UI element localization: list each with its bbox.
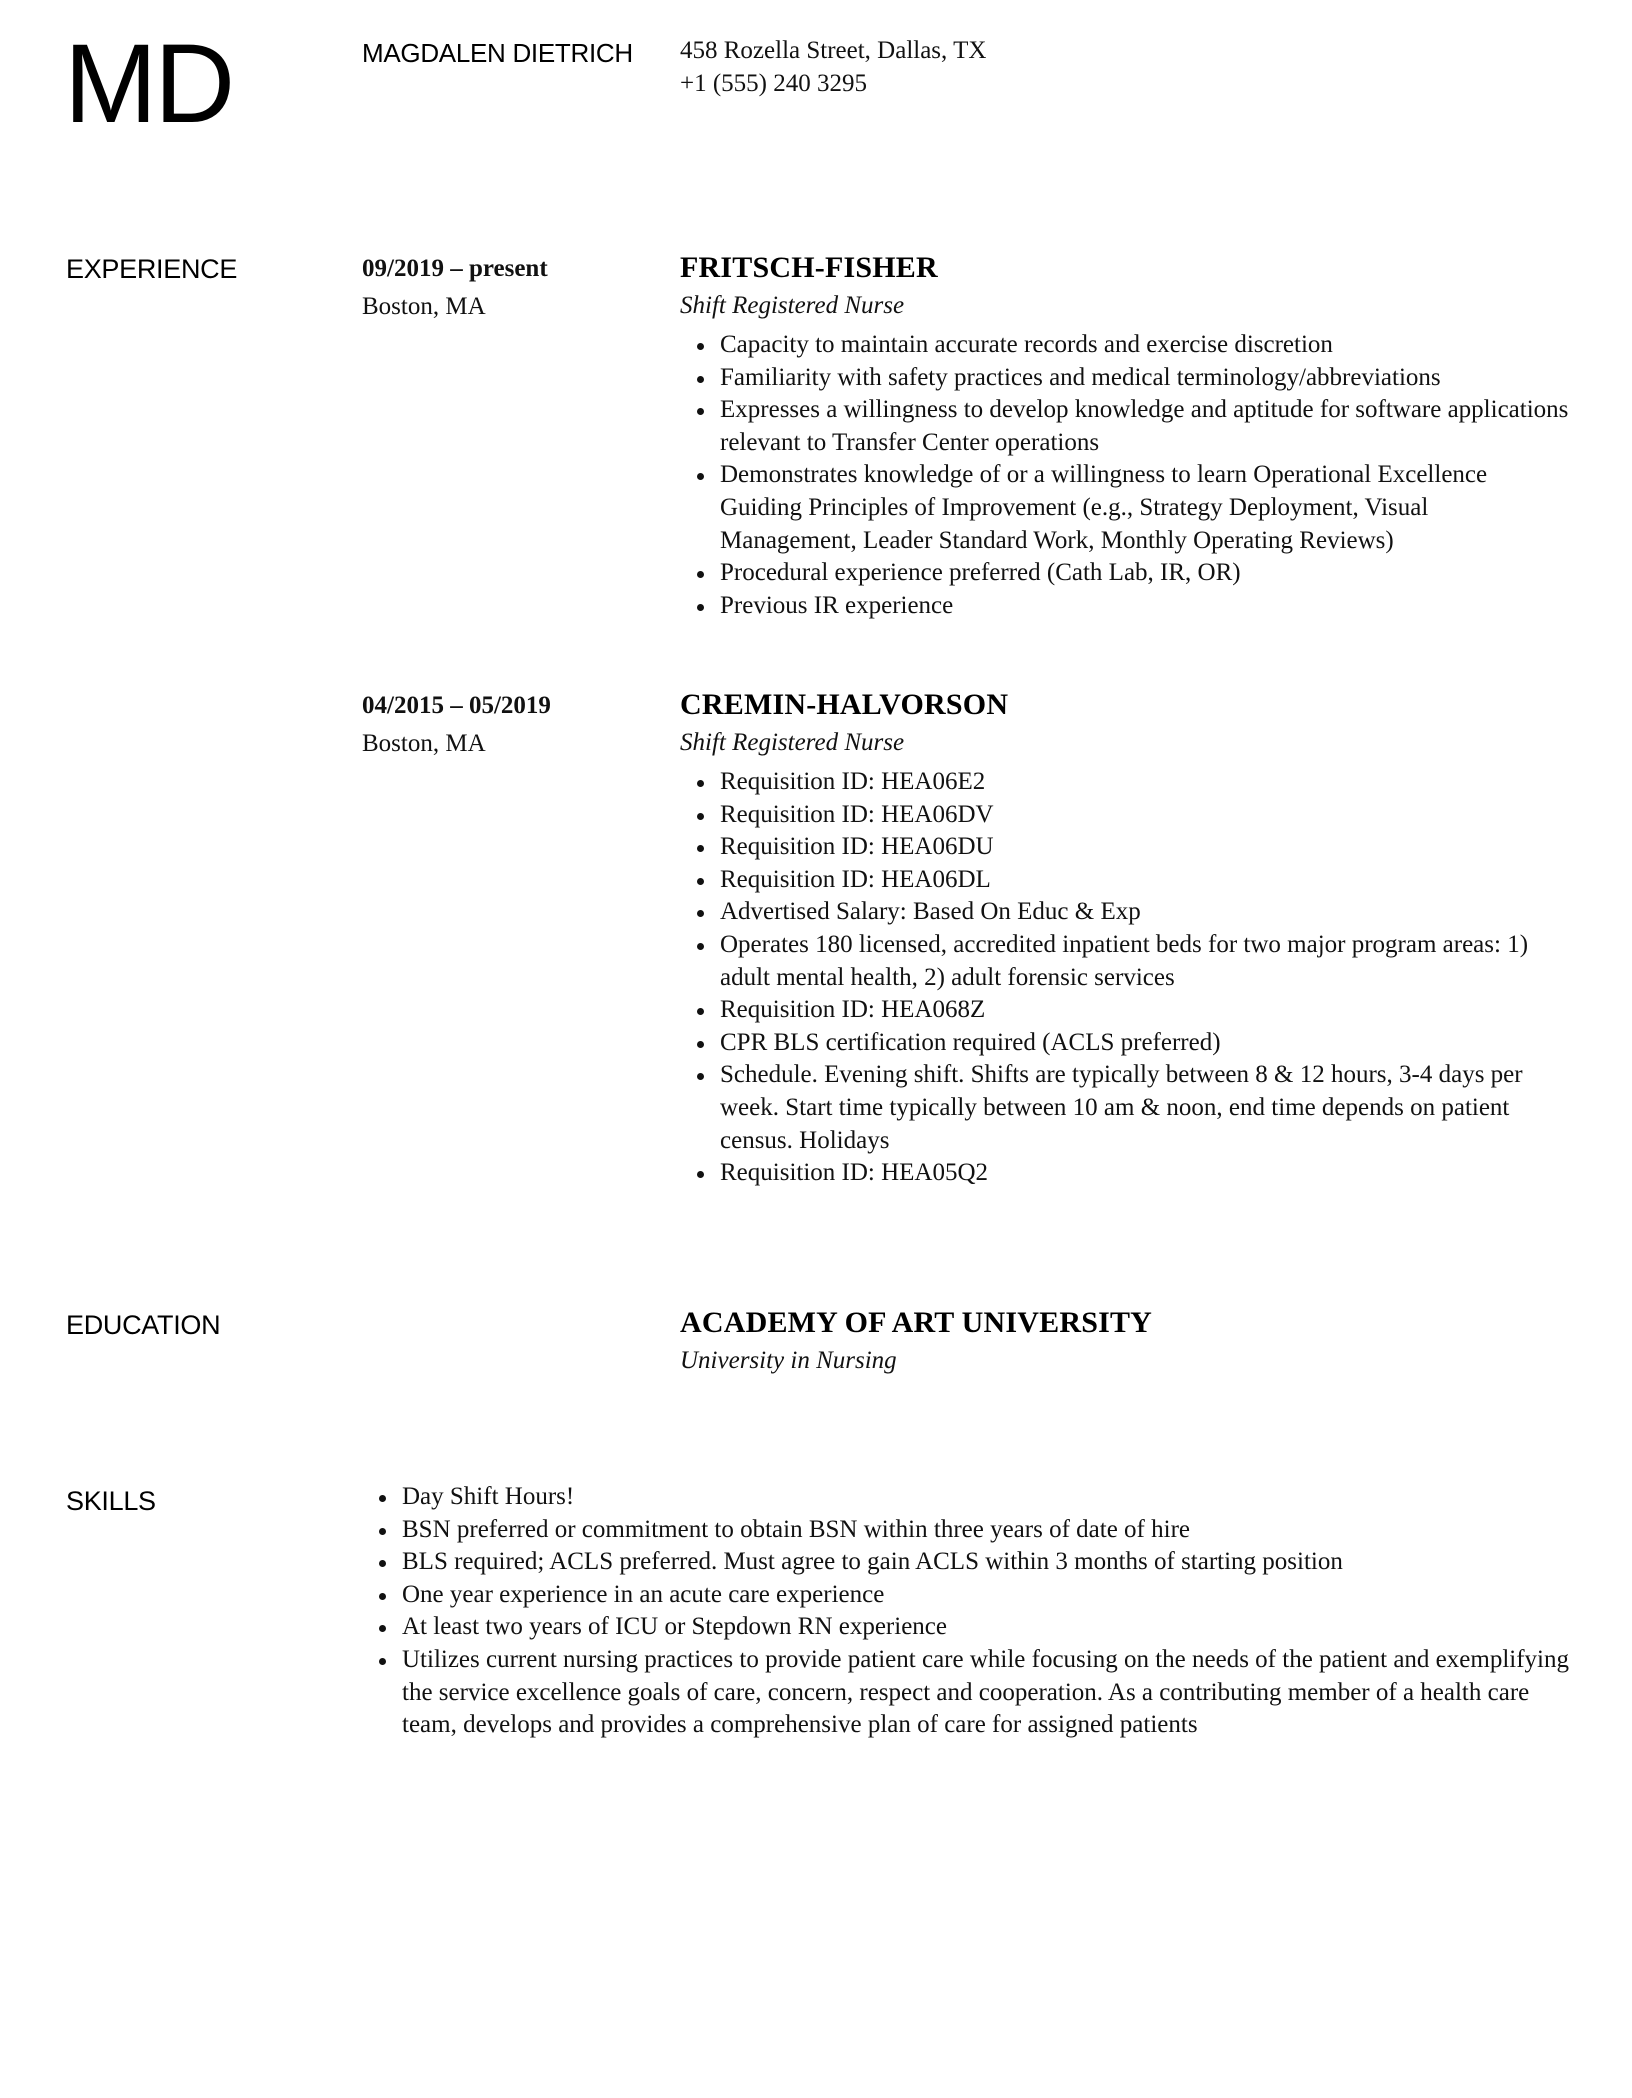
job-bullets (680, 329, 1570, 622)
candidate-name: MAGDALEN DIETRICH (362, 38, 633, 68)
company-name: FRITSCH-FISHER (680, 251, 938, 284)
job-dates: 09/2019 – present (362, 255, 548, 282)
job-meta (362, 687, 662, 763)
list-item: Expresses a willingness to develop knowledge and aptitude for software applications relevant to Transfer Center operations (720, 394, 1570, 459)
education-entry (680, 1304, 1570, 1380)
list-item: Requisition ID: HEA05Q2 (720, 1157, 1570, 1190)
job-meta (362, 250, 662, 326)
job-location: Boston, MA (362, 730, 486, 757)
list-item: Day Shift Hours! (402, 1481, 1577, 1514)
list-item: Procedural experience preferred (Cath Lab, IR, OR) (720, 557, 1570, 590)
contact-info (680, 34, 986, 100)
school-name: ACADEMY OF ART UNIVERSITY (680, 1306, 1153, 1339)
skills-list (362, 1481, 1577, 1742)
list-item: Capacity to maintain accurate records and exercise discretion (720, 329, 1570, 362)
list-item: At least two years of ICU or Stepdown RN experience (402, 1611, 1577, 1644)
job-location: Boston, MA (362, 293, 486, 320)
job-entry (680, 249, 1570, 622)
phone: +1 (555) 240 3295 (680, 70, 867, 97)
list-item: Requisition ID: HEA068Z (720, 994, 1570, 1027)
section-label-skills: SKILLS (66, 1486, 156, 1516)
list-item: Schedule. Evening shift. Shifts are typically between 8 & 12 hours, 3-4 days per week. Start time typically between 10 am & noon, end time depends on patient census. Holidays (720, 1059, 1570, 1157)
address: 458 Rozella Street, Dallas, TX (680, 37, 987, 64)
job-dates: 04/2015 – 05/2019 (362, 692, 551, 719)
list-item: Utilizes current nursing practices to provide patient care while focusing on the needs of the patient and exemplifying the service excellence goals of care, concern, respect and cooperation. As a contributing member of a health care team, develops and provides a comprehensive plan of care for assigned patients (402, 1644, 1577, 1742)
list-item: Requisition ID: HEA06DU (720, 831, 1570, 864)
list-item: One year experience in an acute care experience (402, 1579, 1577, 1612)
list-item: BLS required; ACLS preferred. Must agree to gain ACLS within 3 months of starting position (402, 1546, 1577, 1579)
section-label-experience: EXPERIENCE (66, 254, 238, 284)
section-label-education: EDUCATION (66, 1310, 221, 1340)
job-title: Shift Registered Nurse (680, 729, 905, 756)
list-item: Familiarity with safety practices and medical terminology/abbreviations (720, 362, 1570, 395)
list-item: Requisition ID: HEA06DL (720, 864, 1570, 897)
job-title: Shift Registered Nurse (680, 292, 905, 319)
list-item: Requisition ID: HEA06E2 (720, 766, 1570, 799)
monogram: MD (64, 21, 233, 146)
list-item: Operates 180 licensed, accredited inpatient beds for two major program areas: 1) adult mental health, 2) adult forensic services (720, 929, 1570, 994)
skills-list-container (362, 1481, 1577, 1742)
list-item: Requisition ID: HEA06DV (720, 799, 1570, 832)
degree: University in Nursing (680, 1347, 897, 1374)
company-name: CREMIN-HALVORSON (680, 688, 1009, 721)
list-item: Previous IR experience (720, 590, 1570, 623)
list-item: Demonstrates knowledge of or a willingness to learn Operational Excellence Guiding Principles of Improvement (e.g., Strategy Deployment, Visual Management, Leader Standard Work, Monthly Operating Reviews) (720, 459, 1570, 557)
job-entry (680, 686, 1570, 1190)
list-item: BSN preferred or commitment to obtain BSN within three years of date of hire (402, 1514, 1577, 1547)
list-item: CPR BLS certification required (ACLS preferred) (720, 1027, 1570, 1060)
job-bullets (680, 766, 1570, 1190)
list-item: Advertised Salary: Based On Educ & Exp (720, 896, 1570, 929)
